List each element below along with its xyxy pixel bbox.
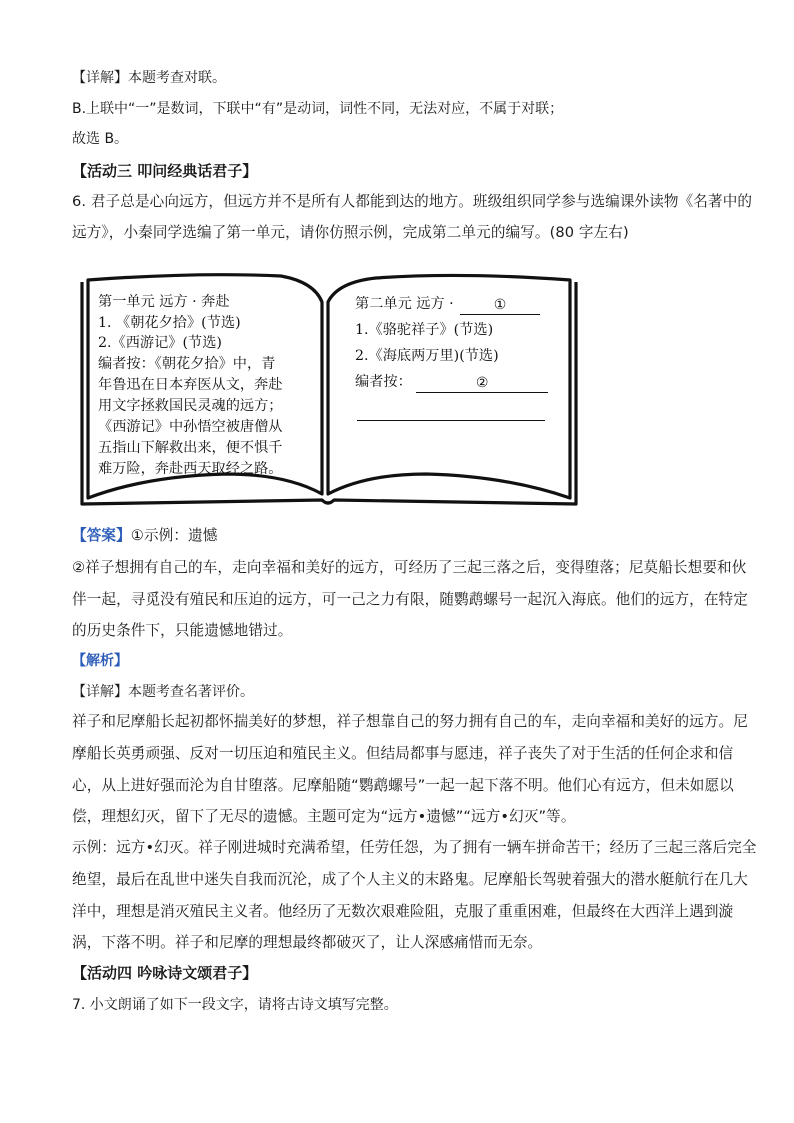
answer-line-1 bbox=[72, 525, 724, 547]
left-note-2: 年鲁迅在日本弃医从文，奔赴 bbox=[98, 377, 283, 393]
right-unit-title: 第二单元 远方 · bbox=[355, 296, 454, 312]
right-note-line bbox=[355, 372, 548, 393]
q6-detail-line bbox=[72, 681, 724, 703]
left-note-1: 编者按：《朝花夕拾》中，青 bbox=[98, 356, 276, 372]
right-unit-title-line bbox=[355, 294, 540, 315]
detail-tag: 【详解】 bbox=[72, 70, 128, 86]
left-note-5: 五指山下解救出来，便不惧千 bbox=[98, 440, 283, 456]
answer-2-line-3: 的历史条件下，只能遗憾地错过。 bbox=[72, 622, 293, 639]
q5-option-b: B.上联中“一”是数词，下联中“有”是动词，词性不同，无法对应，不属于对联； bbox=[72, 101, 564, 117]
left-note-6: 难万险，奔赴西天取经之路。 bbox=[98, 461, 283, 477]
left-note-3: 用文字拯救国民灵魂的远方； bbox=[98, 398, 283, 414]
q6-stem-line1: 6. 君子总是心向远方，但远方并不是所有人都能到达的地方。班级组织同学参与选编课外读物《名著中的 bbox=[72, 193, 753, 210]
blank-1: ① bbox=[460, 296, 540, 315]
answer-tag: 【答案】 bbox=[72, 527, 131, 544]
blank-2-continuation-line bbox=[357, 420, 545, 421]
para2-line-1: 示例：远方•幻灭。祥子刚进城时充满希望，任劳任怨，为了拥有一辆车拼命苦干；经历了三起三落后完全 bbox=[72, 839, 757, 856]
answer-2-line-1: ②祥子想拥有自己的车，走向幸福和美好的远方，可经历了三起三落之后，变得堕落；尼莫船长想要和伙 bbox=[72, 559, 747, 576]
para1-line-1: 祥子和尼摩船长起初都怀揣美好的梦想，祥子想靠自己的努力拥有自己的车，走向幸福和美好的远方。尼 bbox=[72, 713, 748, 730]
left-note-4: 《西游记》中孙悟空被唐僧从 bbox=[98, 419, 283, 435]
detail-text: 本题考查对联。 bbox=[128, 70, 226, 86]
left-unit-title: 第一单元 远方 · 奔赴 bbox=[98, 294, 230, 310]
q5-detail-line bbox=[72, 67, 724, 89]
activity3-heading: 【活动三 叩问经典话君子】 bbox=[72, 162, 258, 180]
answer-1: ①示例：遗憾 bbox=[130, 527, 218, 544]
q5-conclusion: 故选 B。 bbox=[72, 131, 129, 147]
left-item-1: 1. 《朝花夕拾》(节选) bbox=[98, 315, 241, 331]
right-item-2: 2.《海底两万里)(节选) bbox=[355, 348, 499, 364]
activity4-heading: 【活动四 吟咏诗文颂君子】 bbox=[72, 964, 258, 982]
para1-line-4: 偿，理想幻灭，留下了无尽的遗憾。主题可定为“远方•遗憾”“远方•幻灭”等。 bbox=[72, 808, 576, 825]
para2-line-2: 绝望，最后在乱世中迷失自我而沉沦，成了个人主义的末路鬼。尼摩船长驾驶着强大的潜水艇航行在几大 bbox=[72, 871, 748, 888]
blank-2: ② bbox=[416, 374, 548, 393]
para1-line-3: 心，从上进好强而沦为自甘堕落。尼摩船随“鹦鹉螺号”一起一起下落不明。他们心有远方，但未如愿以 bbox=[72, 777, 734, 794]
analysis-tag: 【解析】 bbox=[72, 653, 128, 669]
detail-text: 本题考查名著评价。 bbox=[128, 684, 254, 700]
q6-stem-line2: 远方》，小秦同学选编了第一单元，请你仿照示例，完成第二单元的编写。(80 字左右) bbox=[72, 224, 629, 241]
book-illustration bbox=[76, 268, 581, 508]
para2-line-3: 洋中，理想是消灭殖民主义者。他经历了无数次艰难险阻，克服了重重困难，但最终在大西洋上遇到漩 bbox=[72, 903, 734, 920]
right-item-1: 1.《骆驼祥子》(节选) bbox=[355, 322, 494, 338]
detail-tag: 【详解】 bbox=[72, 684, 128, 700]
para2-line-4: 涡，下落不明。祥子和尼摩的理想最终都破灭了，让人深感痛惜而无奈。 bbox=[72, 934, 543, 951]
answer-2-line-2: 伴一起，寻觅没有殖民和压迫的远方，可一己之力有限，随鹦鹉螺号一起沉入海底。他们的远方，在特定 bbox=[72, 591, 748, 608]
left-item-2: 2.《西游记》(节选) bbox=[98, 335, 222, 351]
right-note-label: 编者按： bbox=[355, 374, 412, 390]
para1-line-2: 摩船长英勇顽强、反对一切压迫和殖民主义。但结局都事与愿违，祥子丧失了对于生活的任何企求和信 bbox=[72, 745, 734, 762]
q7-stem: 7. 小文朗诵了如下一段文字，请将古诗文填写完整。 bbox=[72, 997, 398, 1013]
